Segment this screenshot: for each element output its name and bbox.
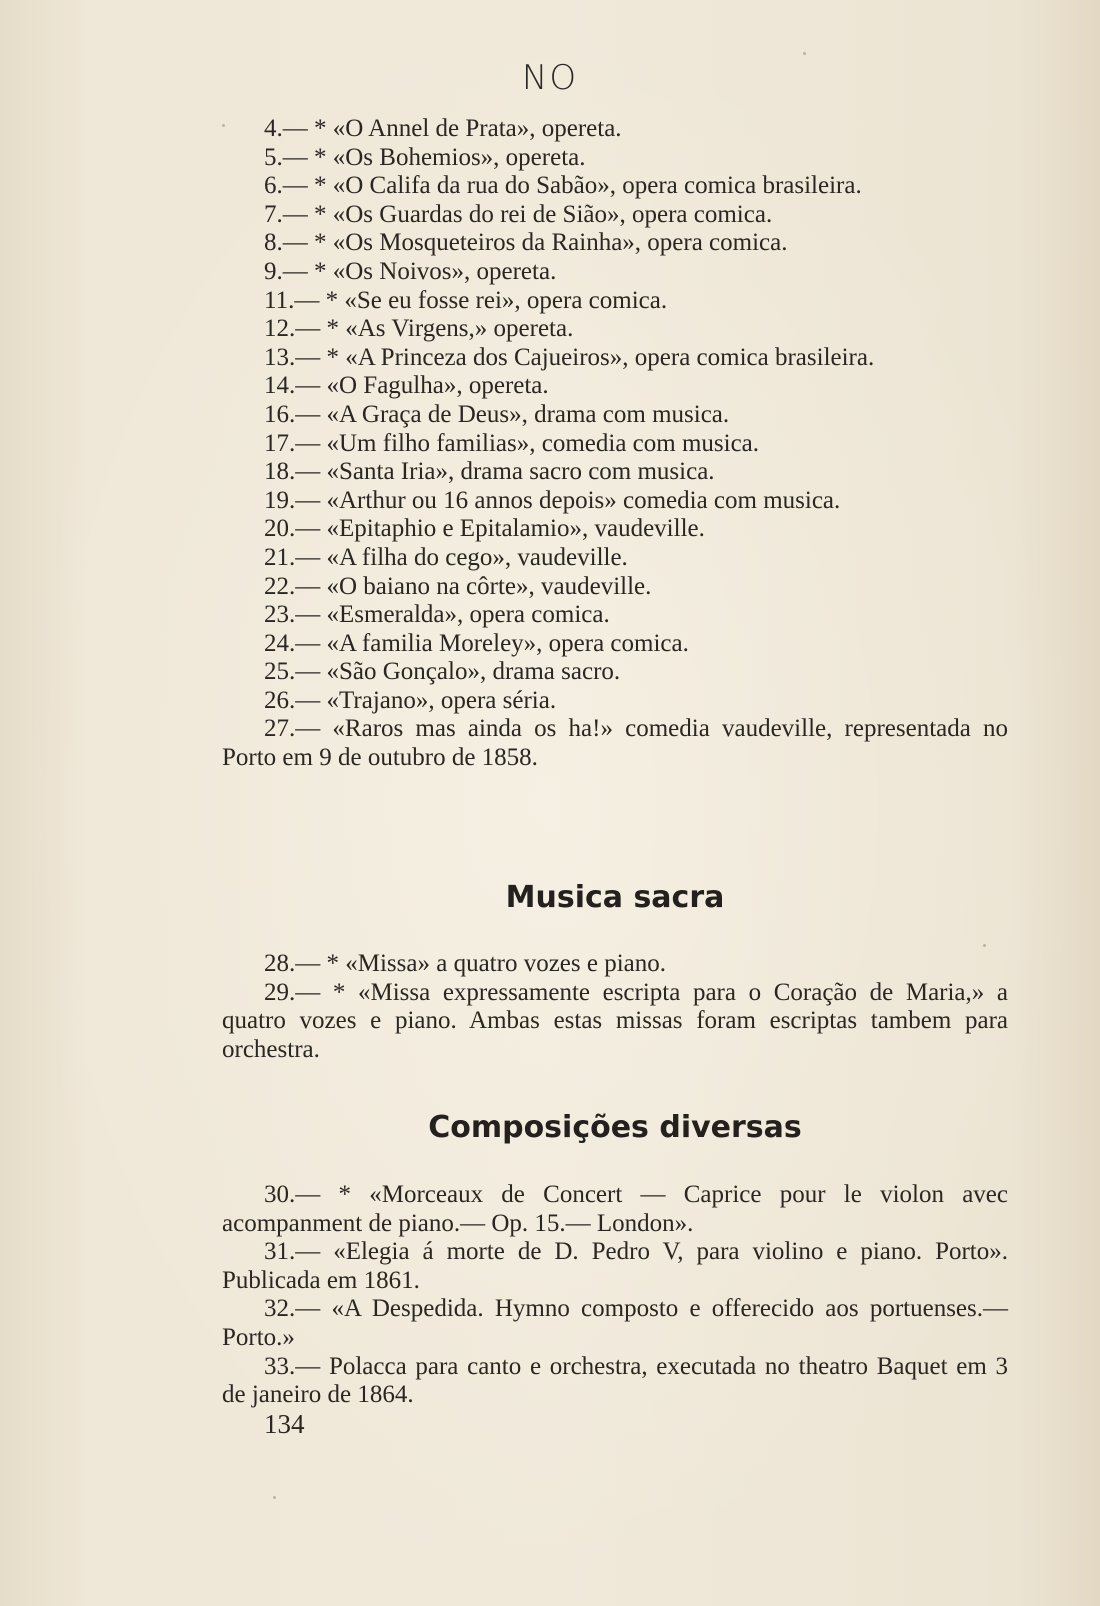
list-item: 27.— «Raros mas ainda os ha!» comedia vaudeville, representada no Porto em 9 de outubro de 1858. bbox=[222, 715, 1008, 772]
list-item: 24.— «A familia Moreley», opera comica. bbox=[264, 629, 689, 657]
list-item: 31.— «Elegia á morte de D. Pedro V, para violino e piano. Porto». Publicada em 1861. bbox=[222, 1238, 1008, 1294]
paper-speck bbox=[803, 52, 806, 55]
running-header: NO bbox=[521, 58, 579, 98]
list-item: 11.— * «Se eu fosse rei», opera comica. bbox=[264, 286, 668, 314]
paper-speck bbox=[273, 1496, 276, 1499]
list-item: 5.— * «Os Bohemios», opereta. bbox=[264, 143, 586, 171]
list-item: 13.— * «A Princeza dos Cajueiros», opera comica brasileira. bbox=[264, 343, 875, 371]
list-item: 9.— * «Os Noivos», opereta. bbox=[264, 257, 557, 285]
list-item: 33.— Polacca para canto e orchestra, executada no theatro Baquet em 3 de janeiro de 1864. bbox=[222, 1352, 1008, 1409]
list-item: 6.— * «O Califa da rua do Sabão», opera comica brasileira. bbox=[264, 172, 862, 200]
list-item: 7.— * «Os Guardas do rei de Sião», opera comica. bbox=[264, 200, 773, 228]
section-heading-composicoes-diversas: Composições diversas bbox=[428, 1110, 802, 1145]
page-number: 134 bbox=[264, 1409, 305, 1439]
list-item: 28.— * «Missa» a quatro vozes e piano. bbox=[264, 950, 667, 977]
list-item: 22.— «O baiano na côrte», vaudeville. bbox=[264, 572, 652, 600]
list-item: 19.— «Arthur ou 16 annos depois» comedia com musica. bbox=[264, 486, 841, 514]
sacred-music-list bbox=[222, 950, 1008, 1064]
works-list bbox=[222, 115, 1008, 773]
list-item: 17.— «Um filho familias», comedia com musica. bbox=[264, 429, 760, 457]
list-item: 30.— * «Morceaux de Concert — Caprice pour le violon avec acompanment de piano.— Op. 15.— London». bbox=[222, 1181, 1008, 1237]
list-item: 20.— «Epitaphio e Epitalamio», vaudeville. bbox=[264, 515, 705, 543]
list-item: 8.— * «Os Mosqueteiros da Rainha», opera comica. bbox=[264, 229, 788, 257]
list-item: 26.— «Trajano», opera séria. bbox=[264, 686, 557, 714]
list-item: 16.— «A Graça de Deus», drama com musica. bbox=[264, 400, 730, 428]
list-item: 12.— * «As Virgens,» opereta. bbox=[264, 315, 574, 343]
list-item: 32.— «A Despedida. Hymno composto e offerecido aos portuenses.— Porto.» bbox=[222, 1295, 1008, 1351]
section-heading-musica-sacra: Musica sacra bbox=[505, 880, 725, 915]
list-item: 4.— * «O Annel de Prata», opereta. bbox=[264, 115, 622, 142]
paper-speck bbox=[222, 124, 225, 127]
list-item: 21.— «A filha do cego», vaudeville. bbox=[264, 543, 628, 571]
various-compositions-list bbox=[222, 1181, 1008, 1410]
list-item: 14.— «O Fagulha», opereta. bbox=[264, 372, 549, 400]
list-item: 29.— * «Missa expressamente escripta para o Coração de Maria,» a quatro vozes e piano. Ambas estas missas foram escriptas tambem para orchestra. bbox=[222, 978, 1008, 1063]
paper-speck bbox=[983, 944, 986, 947]
list-item: 23.— «Esmeralda», opera comica. bbox=[264, 601, 610, 629]
list-item: 25.— «São Gonçalo», drama sacro. bbox=[264, 658, 621, 686]
list-item: 18.— «Santa Iria», drama sacro com musica. bbox=[264, 458, 715, 486]
